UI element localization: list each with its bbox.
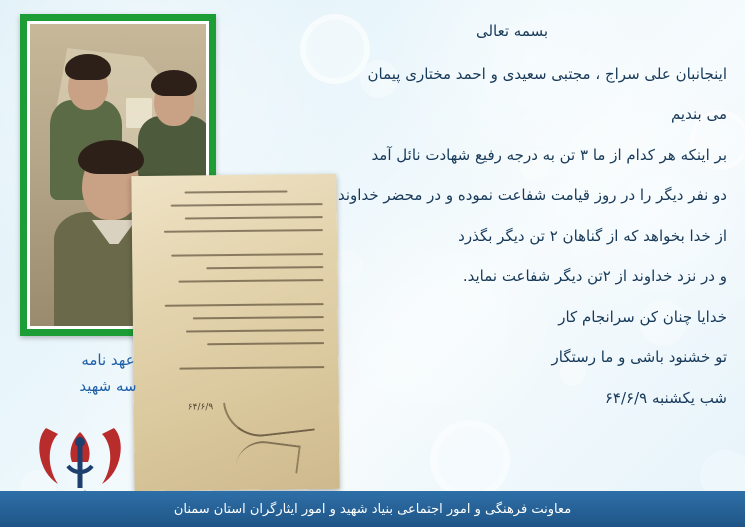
letter-date-text: ۶۴/۶/۹ bbox=[187, 402, 214, 413]
covenant-text bbox=[297, 20, 727, 409]
figure-back-left-hair bbox=[65, 54, 111, 80]
text-line-4: دو نفر دیگر را در روز قیامت شفاعت نموده و در محضر خداوند bbox=[337, 186, 727, 204]
photo-caption bbox=[38, 348, 178, 399]
text-bismillah: بسمه تعالی bbox=[475, 22, 549, 40]
footer-bar bbox=[0, 491, 745, 527]
caption-line-1: عهد نامه bbox=[81, 351, 135, 369]
text-line-5: از خدا بخواهد که از گناهان ۲ تن دیگر بگذرد bbox=[458, 226, 727, 245]
text-date: شب یکشنبه ۶۴/۶/۹ bbox=[604, 388, 727, 407]
text-line-3: بر اینکه هر کدام از ما ۳ تن به درجه رفیع شهادت نائل آمد bbox=[371, 145, 727, 164]
text-line-6: و در نزد خداوند از ۲تن دیگر شفاعت نماید. bbox=[462, 267, 727, 285]
text-line-2: می بندیم bbox=[670, 105, 727, 123]
figure-front-hair bbox=[78, 140, 144, 174]
bokeh-circle bbox=[430, 420, 510, 500]
text-line-7: خدایا چنان کن سرانجام کار bbox=[558, 307, 727, 326]
footer-text: معاونت فرهنگی و امور اجتماعی بنیاد شهید و امور ایثارگران استان سمنان bbox=[173, 501, 572, 517]
caption-line-2: سه شهید bbox=[79, 376, 137, 395]
text-line-1: اینجانبان علی سراج ، مجتبی سعیدی و احمد مختاری پیمان bbox=[367, 64, 727, 83]
figure-back-right-hair bbox=[151, 70, 197, 96]
foundation-emblem bbox=[28, 418, 132, 496]
text-line-8: تو خشنود باشی و ما رستگار bbox=[551, 348, 727, 366]
handwriting-line bbox=[184, 190, 287, 193]
